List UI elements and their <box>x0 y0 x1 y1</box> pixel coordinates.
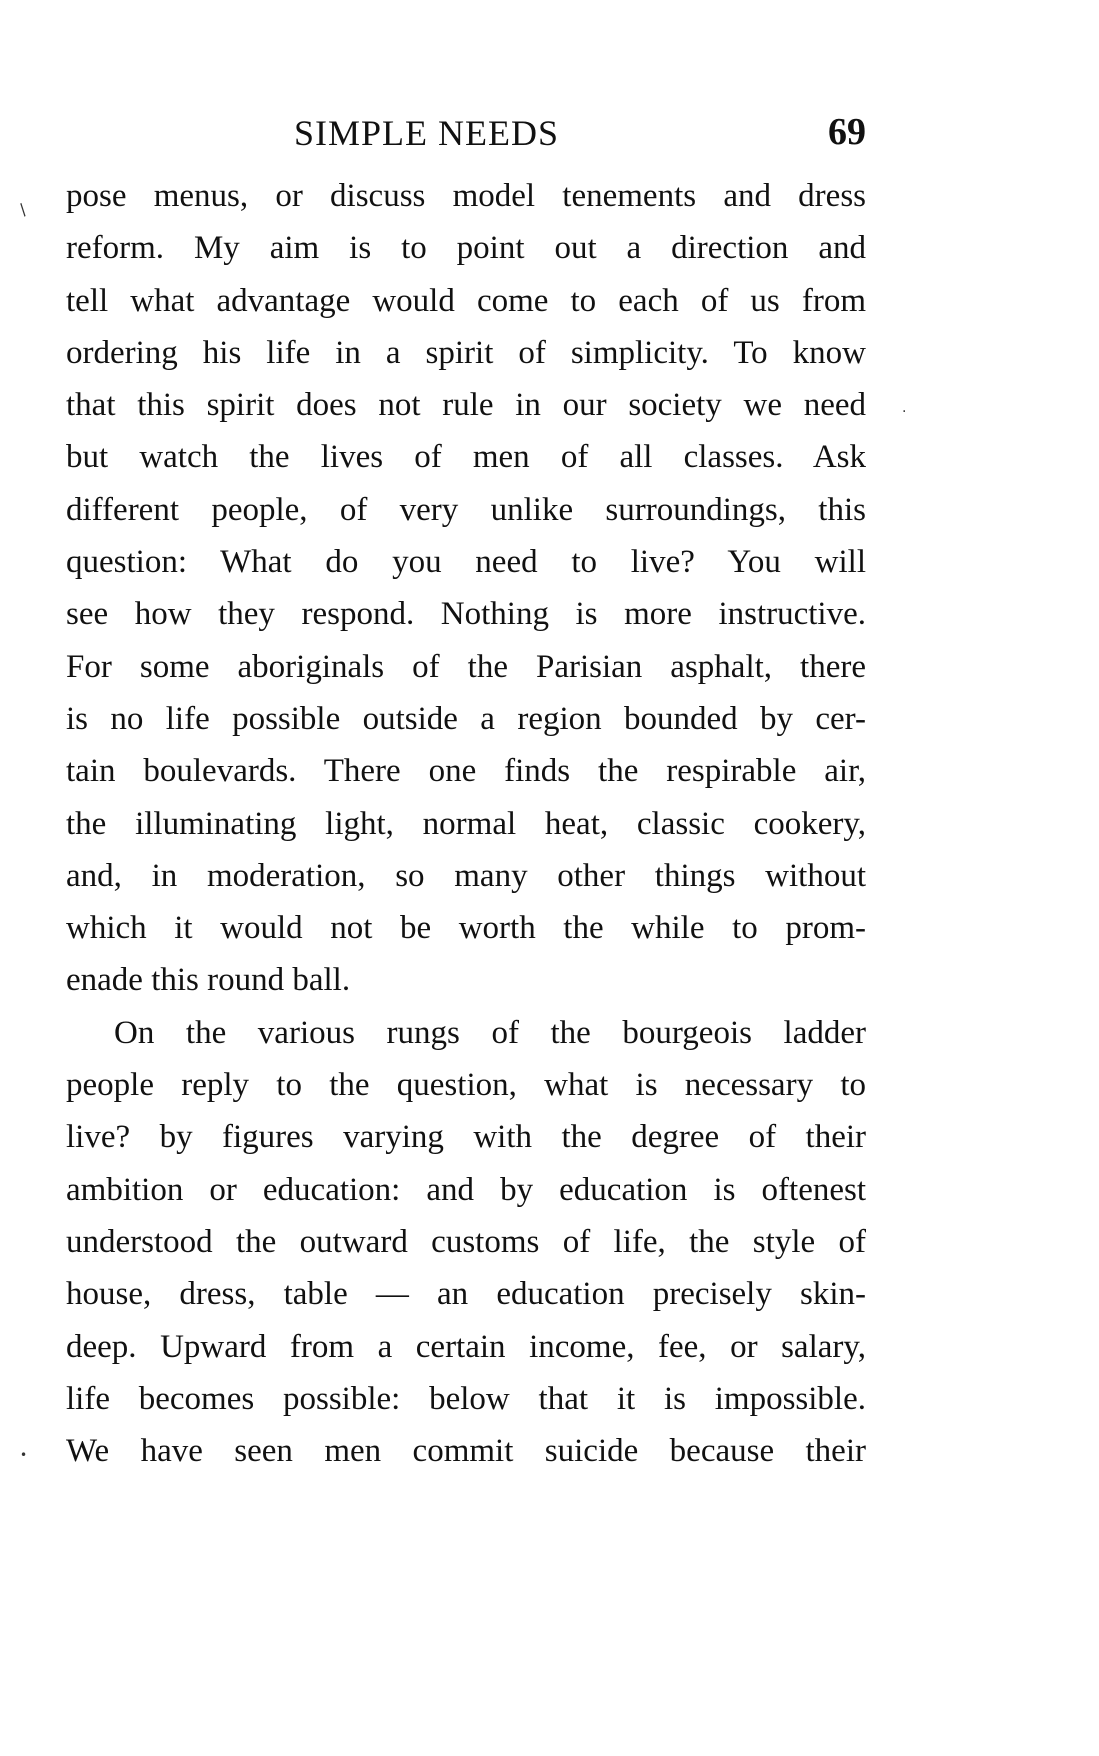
text-line: different people, of very unlike surroundings, this <box>66 491 866 528</box>
text-line: enade this round ball. <box>66 962 351 999</box>
margin-mark: • <box>20 1448 28 1462</box>
running-head-title: SIMPLE NEEDS <box>294 113 560 153</box>
text-line: live? by figures varying with the degree of their <box>66 1119 866 1156</box>
text-line: life becomes possible: below that it is impossible. <box>66 1380 866 1417</box>
margin-mark: / <box>15 200 31 219</box>
text-line: On the various rungs of the bourgeois ladder <box>114 1014 866 1051</box>
text-line: tain boulevards. There one finds the respirable air, <box>66 753 866 790</box>
text-line: ambition or education: and by education is oftenest <box>66 1171 866 1208</box>
text-line: For some aboriginals of the Parisian asphalt, there <box>66 648 866 685</box>
text-line: see how they respond. Nothing is more instructive. <box>66 596 866 633</box>
text-line: reform. My aim is to point out a direction and <box>66 230 866 267</box>
body-text <box>66 170 866 1477</box>
text-line: understood the outward customs of life, the style of <box>66 1223 866 1260</box>
text-line: pose menus, or discuss model tenements and dress <box>66 178 866 214</box>
text-line: that this spirit does not rule in our society we need <box>66 387 866 424</box>
text-line: which it would not be worth the while to prom- <box>66 910 866 947</box>
text-line: house, dress, table — an education precisely skin- <box>66 1276 866 1313</box>
text-line: tell what advantage would come to each of us from <box>66 282 866 319</box>
text-line: question: What do you need to live? You will <box>66 544 866 581</box>
text-line: but watch the lives of men of all classes. Ask <box>66 439 866 476</box>
text-line: the illuminating light, normal heat, classic cookery, <box>66 805 866 842</box>
margin-mark: . <box>902 400 907 416</box>
text-line: deep. Upward from a certain income, fee, or salary, <box>66 1328 866 1365</box>
text-line: is no life possible outside a region bounded by cer- <box>66 700 866 737</box>
text-line: and, in moderation, so many other things without <box>66 857 866 894</box>
text-line: We have seen men commit suicide because their <box>66 1433 866 1470</box>
text-line: ordering his life in a spirit of simplicity. To know <box>66 334 866 371</box>
text-line: people reply to the question, what is necessary to <box>66 1067 866 1104</box>
running-head <box>66 112 866 162</box>
page-number: 69 <box>828 111 866 153</box>
